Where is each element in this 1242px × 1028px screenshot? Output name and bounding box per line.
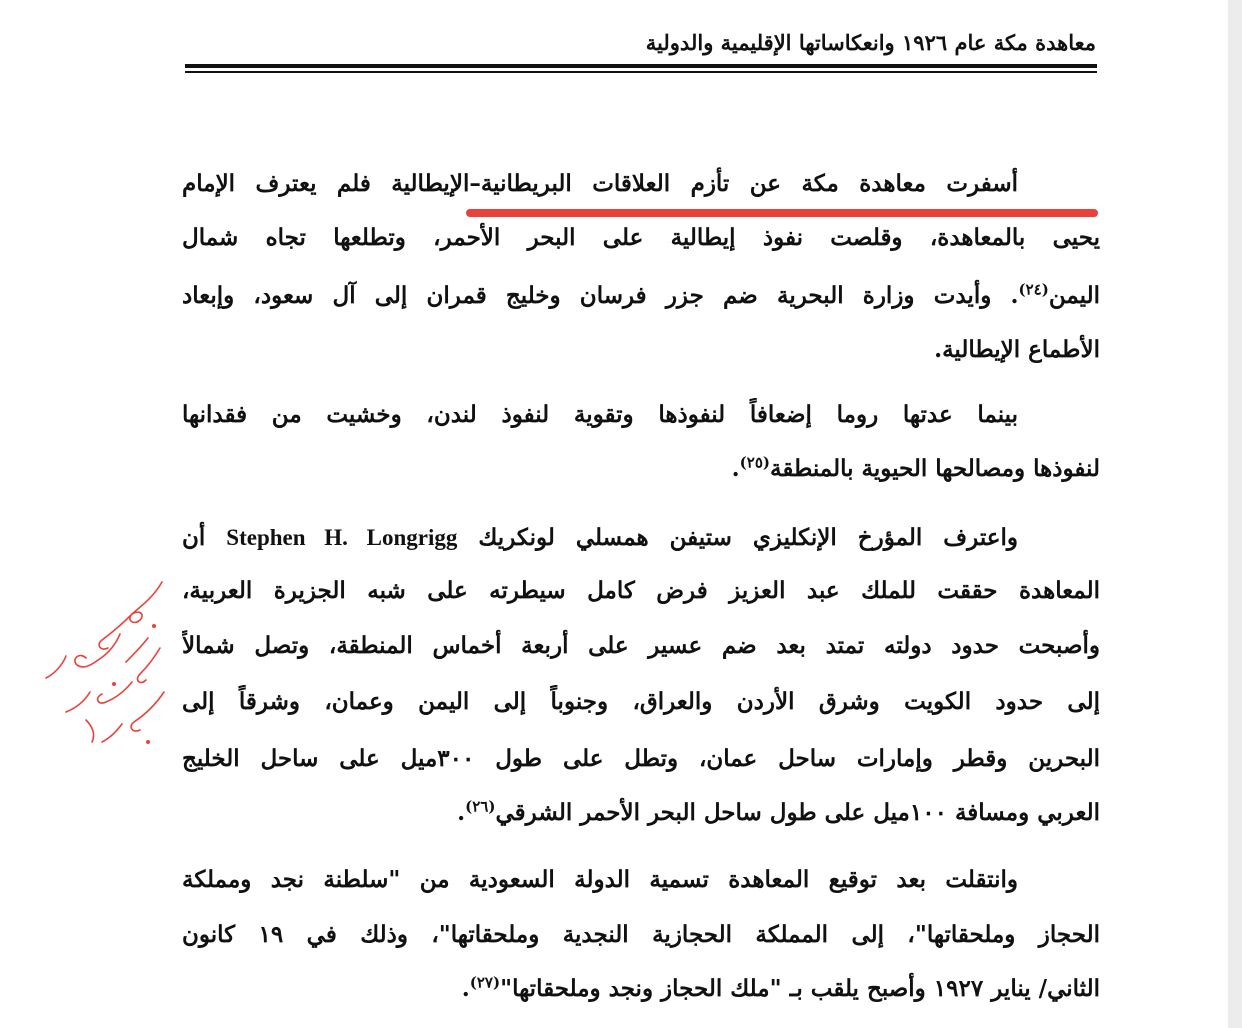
line-text: .: [731, 455, 740, 482]
paragraph-line: [182, 972, 1100, 1006]
footnote-marker: (٢٦): [465, 797, 496, 816]
paragraph-line: البحرين وقطر وإمارات ساحل عمان، وتطل على طول ٣٠٠ميل على ساحل الخليج: [182, 745, 1100, 772]
paragraph-line: الحجاز وملحقاتها"، إلى المملكة الحجازية النجدية وملحقاتها"، وذلك في ١٩ كانون: [182, 921, 1100, 948]
line-text: أن: [182, 524, 206, 551]
red-underline-annotation: [466, 209, 1098, 217]
paragraph-line: [182, 452, 1100, 486]
line-text: العربي ومسافة ١٠٠ميل على طول ساحل البحر الأحمر الشرقي: [495, 799, 1100, 826]
line-text: .: [461, 975, 470, 1002]
footnote-marker: (٢٥): [739, 453, 770, 472]
latin-name: Stephen H. Longrigg: [226, 525, 458, 550]
running-head: معاهدة مكة عام ١٩٢٦ وانعكاساتها الإقليمية والدولية: [645, 30, 1096, 55]
line-text: اليمن: [1048, 282, 1100, 309]
paragraph-line: [182, 521, 1100, 555]
paragraph-line: المعاهدة حققت للملك عبد العزيز فرض كامل سيطرته على شبه الجزيرة العربية،: [182, 577, 1100, 604]
paragraph-line: إلى حدود الكويت وشرق الأردن والعراق، وجنوباً إلى اليمن وعمان، وشرقاً إلى: [182, 688, 1100, 715]
paragraph-line: بينما عدتها روما إضعافاً لنفوذها وتقوية لنفوذ لندن، وخشيت من فقدانها: [182, 401, 1018, 428]
line-text: الثاني/ يناير ١٩٢٧ وأصبح يلقب بـ "ملك الحجاز ونجد وملحقاتها": [500, 975, 1100, 1002]
paragraph-line: [182, 279, 1100, 313]
paragraph-line: وأصبحت حدود دولته تمتد بعد ضم عسير على أربعة أخماس المنطقة، وتصل شمالاً: [182, 632, 1100, 659]
line-text: لنفوذها ومصالحها الحيوية بالمنطقة: [770, 455, 1100, 482]
scan-gutter: [1228, 0, 1242, 1028]
paragraph-line: أسفرت معاهدة مكة عن تأزم العلاقات البريطانية–الإيطالية فلم يعترف الإمام: [182, 170, 1018, 197]
footnote-marker: (٢٤): [1018, 280, 1049, 299]
handwritten-signature: [36, 574, 176, 749]
paragraph-line: يحيى بالمعاهدة، وقلصت نفوذ إيطالية على البحر الأحمر، وتطلعها تجاه شمال: [182, 224, 1100, 251]
header-rule-thick: [185, 64, 1097, 68]
paragraph-line: الأطماع الإيطالية.: [934, 336, 1100, 363]
header-rule-thin: [185, 71, 1097, 73]
paragraph-line: وانتقلت بعد توقيع المعاهدة تسمية الدولة السعودية من "سلطنة نجد ومملكة: [182, 866, 1018, 893]
line-text: واعترف المؤرخ الإنكليزي ستيفن همسلي لونكريك: [478, 524, 1018, 551]
line-text: . وأيدت وزارة البحرية ضم جزر فرسان وخليج قمران إلى آل سعود، وإبعاد: [182, 282, 1019, 309]
footnote-marker: (٢٧): [469, 973, 501, 992]
line-text: .: [457, 799, 466, 826]
paragraph-line: [182, 796, 1100, 830]
